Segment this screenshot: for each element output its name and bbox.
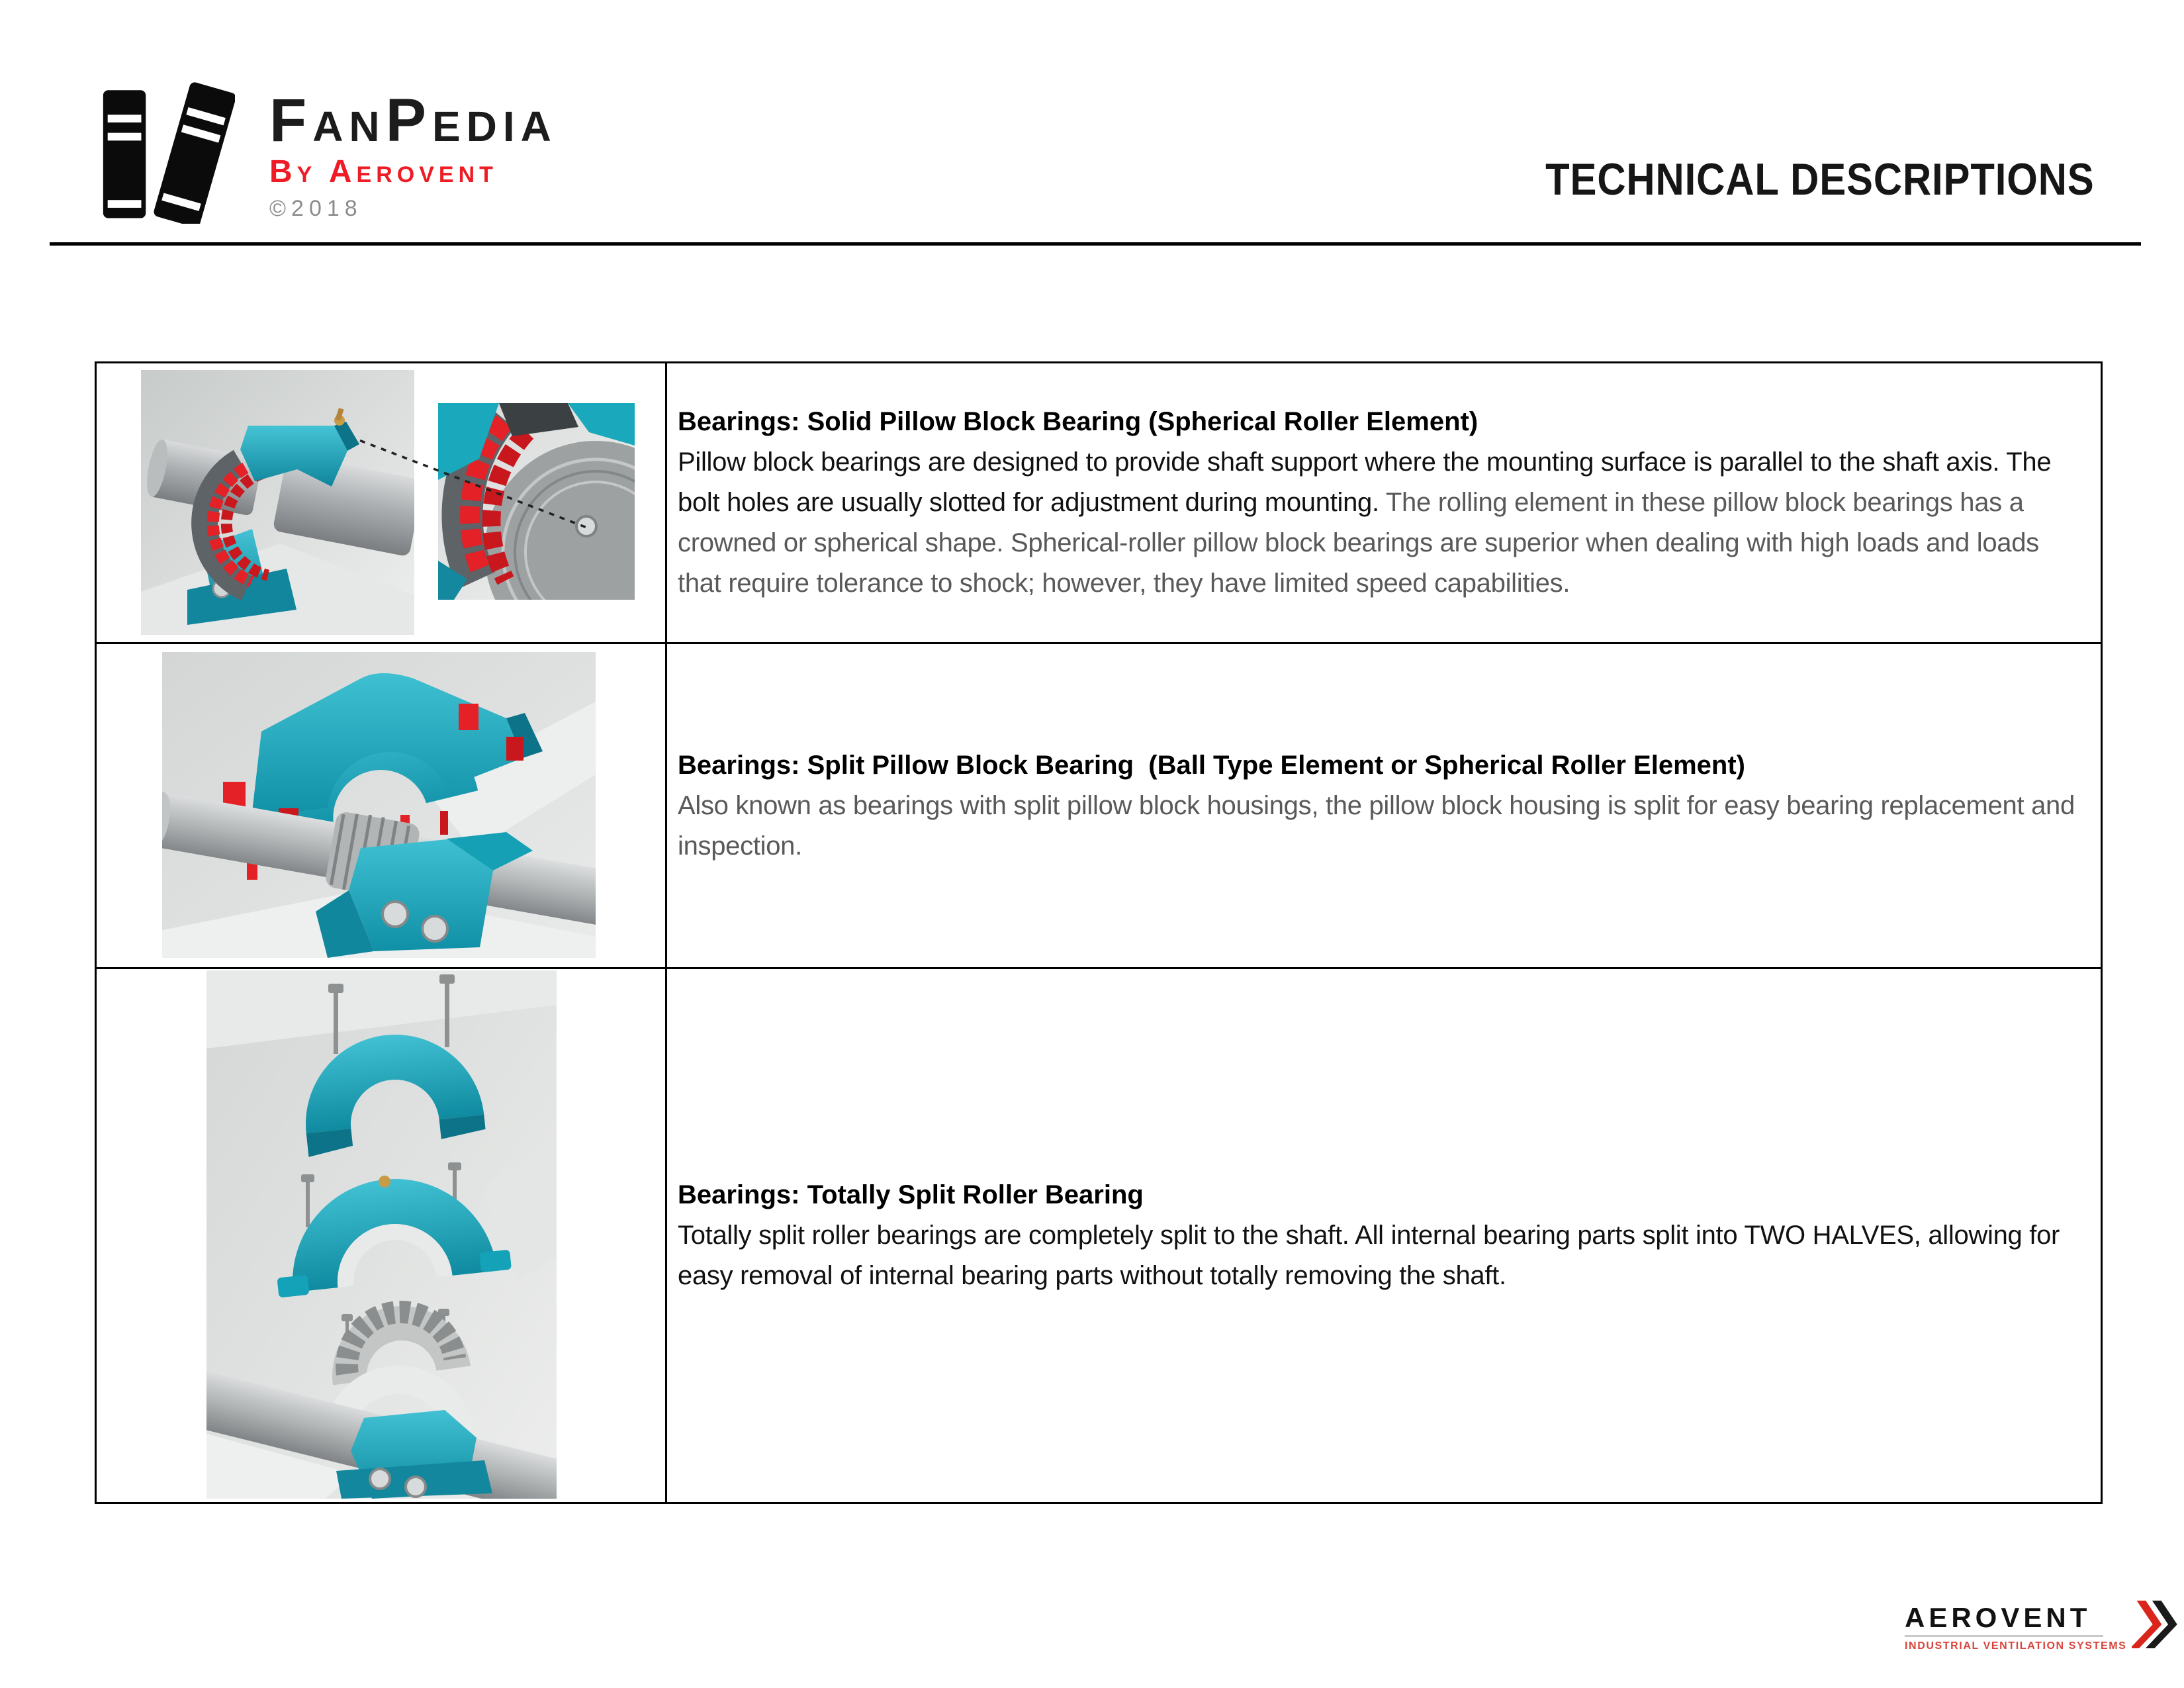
row-body-gray: The rolling element in these pillow block bearings has a crowned or spherical shape. Spherical-roller pillow block bearings are superior when dealing with high loads and loads that require tolerance to shock; however, they have limited speed capabilities. [678, 488, 2046, 598]
row-title: Bearings: Totally Split Roller Bearing [678, 1180, 1144, 1209]
row-body [678, 786, 2083, 867]
row2-image-cell [97, 644, 667, 967]
row3-text-cell [667, 969, 2101, 1502]
row-body [678, 1215, 2083, 1296]
row-title: Bearings: Solid Pillow Block Bearing (Spherical Roller Element) [678, 407, 1479, 436]
footer-divider [1905, 1635, 2103, 1637]
row-body-black: Pillow block bearings are designed to provide shaft support where the mounting surface is parallel to the shaft axis. The bolt holes are usually slotted for adjustment during mounting. [678, 447, 2059, 517]
footer-brand: AEROVENT [1905, 1602, 2091, 1633]
header-divider [50, 242, 2141, 246]
table-row [97, 363, 2101, 644]
logo-copyright: ©2018 [269, 196, 363, 221]
row1-text-cell [667, 363, 2101, 642]
double-chevron-icon [2132, 1599, 2183, 1650]
page-title: TECHNICAL DESCRIPTIONS [1545, 154, 2095, 205]
row-body [678, 442, 2083, 604]
logo-byline: By Aerovent [269, 154, 498, 189]
totally-split-roller-bearing-exploded-photo [206, 970, 557, 1499]
row-body-gray: Also known as bearings with split pillow block housings, the pillow block housing is split for easy bearing replacement and inspection. [678, 790, 2082, 861]
aerovent-logo-text [1905, 1603, 2126, 1654]
logo-name: FanPedia [269, 87, 557, 154]
books-icon [99, 78, 235, 224]
row1-image-cell [97, 363, 667, 642]
spherical-roller-closeup-photo [438, 403, 635, 600]
solid-pillow-block-bearing-photo [141, 370, 414, 635]
bearings-table [95, 361, 2103, 1504]
split-pillow-block-bearing-photo [162, 652, 596, 958]
aerovent-logo [1905, 1603, 2169, 1654]
fanpedia-logo [99, 78, 557, 224]
row-title: Bearings: Split Pillow Block Bearing (Ball Type Element or Spherical Roller Element) [678, 750, 1745, 780]
table-row [97, 969, 2101, 1502]
table-row [97, 644, 2101, 969]
row-body-black: Totally split roller bearings are completely split to the shaft. All internal bearing parts split into TWO HALVES, allowing for easy removal of internal bearing parts without totally removing the shaft. [678, 1221, 2067, 1290]
row3-image-cell [97, 969, 667, 1502]
row2-text-cell [667, 644, 2101, 967]
fanpedia-logo-text [269, 78, 557, 220]
footer-tagline: INDUSTRIAL VENTILATION SYSTEMS [1905, 1640, 2127, 1652]
